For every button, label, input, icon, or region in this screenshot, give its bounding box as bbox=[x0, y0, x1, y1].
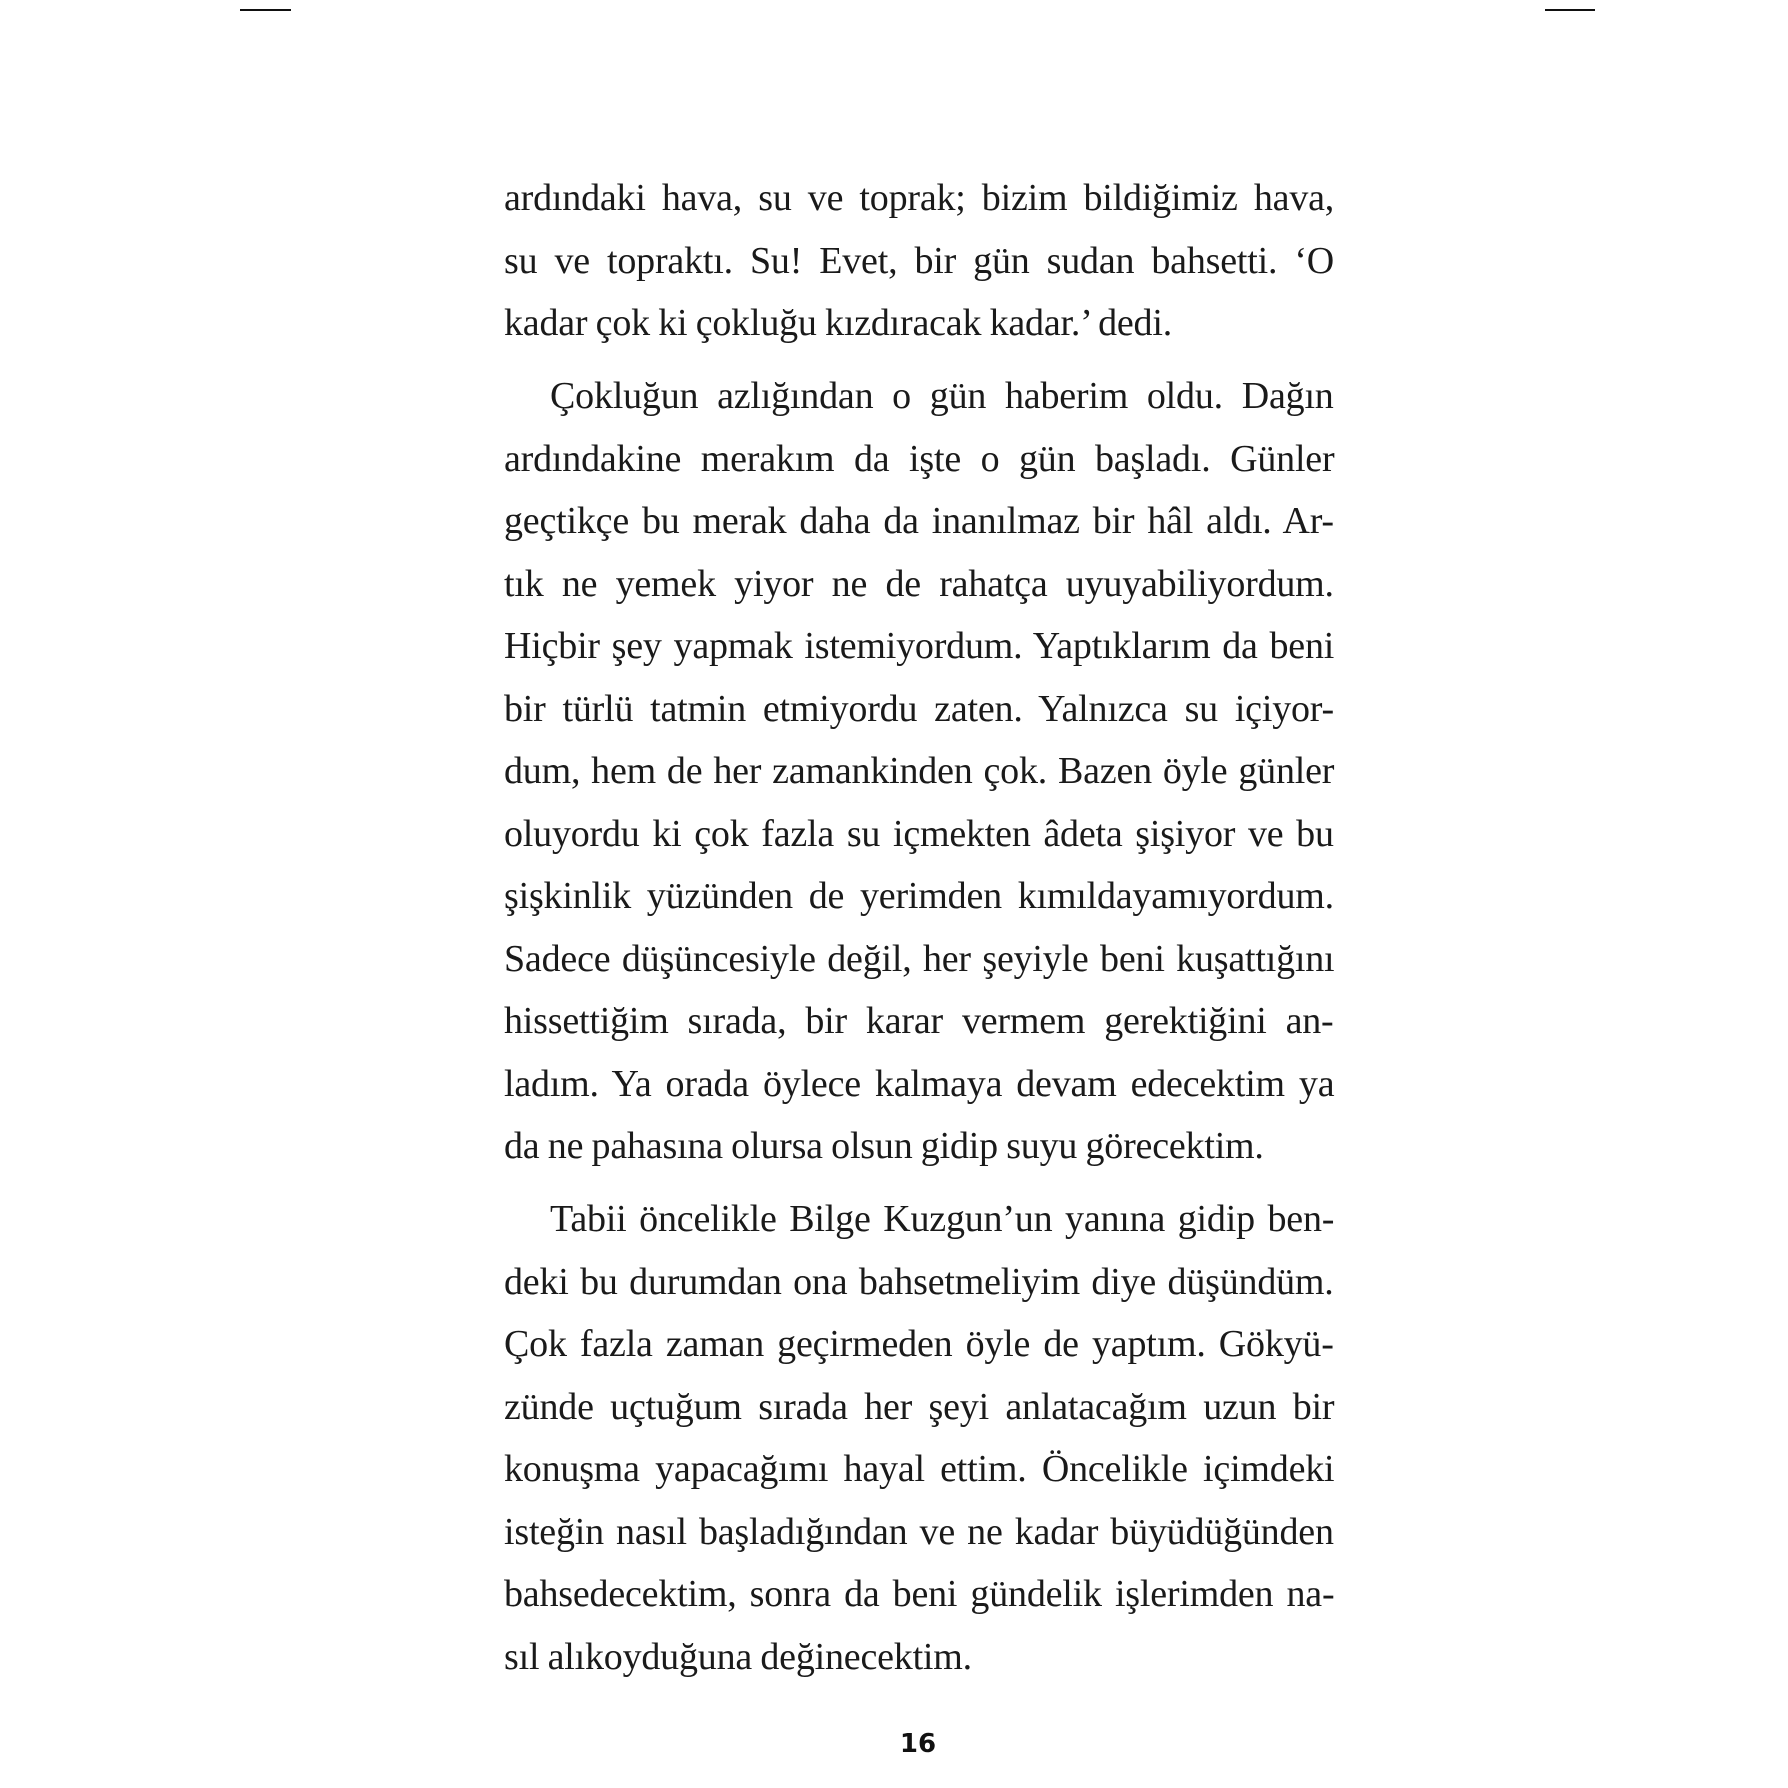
text-line bbox=[504, 1188, 1334, 1251]
text-line-content: Tabii öncelikle Bilge Kuzgun’un yanına gidip ben- bbox=[550, 1198, 1335, 1240]
text-line-content: Hiçbir şey yapmak istemiyordum. Yaptıklarım da beni bbox=[504, 625, 1335, 667]
crop-mark-top-right bbox=[1545, 9, 1595, 11]
paragraph-2 bbox=[504, 365, 1334, 1178]
text-line-content: oluyordu ki çok fazla su içmekten âdeta şişiyor ve bu bbox=[504, 812, 1334, 855]
text-line bbox=[504, 1563, 1334, 1626]
text-line bbox=[504, 1313, 1334, 1376]
text-line bbox=[504, 1501, 1334, 1564]
text-line bbox=[504, 365, 1334, 428]
text-line-content: deki bu durumdan ona bahsetmeliyim diye düşündüm. bbox=[504, 1260, 1334, 1303]
text-line-content: su ve topraktı. Su! Evet, bir gün sudan bahsetti. ‘O bbox=[504, 239, 1335, 282]
text-line bbox=[504, 990, 1334, 1053]
text-line-content: ardındakine merakım da işte o gün başladı. Günler bbox=[504, 437, 1335, 480]
text-line bbox=[504, 865, 1334, 928]
page-number: 16 bbox=[899, 1729, 937, 1759]
text-line bbox=[504, 615, 1334, 678]
text-line bbox=[504, 428, 1334, 491]
text-line bbox=[504, 928, 1334, 991]
body-text bbox=[504, 167, 1334, 1699]
text-line-content: sıl alıkoyduğuna değinecektim. bbox=[504, 1635, 972, 1678]
text-line bbox=[504, 803, 1334, 866]
text-line bbox=[504, 553, 1334, 616]
text-line-content: da ne pahasına olursa olsun gidip suyu görecektim. bbox=[504, 1125, 1264, 1167]
text-line-content: dum, hem de her zamankinden çok. Bazen öyle günler bbox=[504, 750, 1335, 792]
text-line-content: Çokluğun azlığından o gün haberim oldu. Dağın bbox=[550, 375, 1334, 417]
text-line-content: zünde uçtuğum sırada her şeyi anlatacağım uzun bir bbox=[504, 1385, 1335, 1428]
text-line-content: konuşma yapacağımı hayal ettim. Öncelikle içimdeki bbox=[504, 1448, 1335, 1490]
text-line bbox=[504, 678, 1334, 741]
text-line bbox=[504, 1115, 1334, 1178]
text-line bbox=[504, 230, 1334, 293]
text-line-content: bahsedecektim, sonra da beni gündelik işlerimden na- bbox=[504, 1573, 1335, 1615]
text-line-content: bir türlü tatmin etmiyordu zaten. Yalnızca su içiyor- bbox=[504, 687, 1334, 730]
text-line bbox=[504, 167, 1334, 230]
text-line-content: isteğin nasıl başladığından ve ne kadar büyüdüğünden bbox=[504, 1510, 1334, 1553]
crop-mark-top-left bbox=[240, 9, 291, 11]
text-line-content: tık ne yemek yiyor ne de rahatça uyuyabiliyordum. bbox=[504, 562, 1334, 605]
text-line-content: hissettiğim sırada, bir karar vermem gerektiğini an- bbox=[504, 1000, 1334, 1042]
text-line bbox=[504, 292, 1334, 355]
text-line bbox=[504, 1438, 1334, 1501]
text-line-content: Sadece düşüncesiyle değil, her şeyiyle beni kuşattığını bbox=[504, 937, 1335, 980]
text-line-content: ardındaki hava, su ve toprak; bizim bildiğimiz hava, bbox=[504, 177, 1335, 219]
text-line-content: ladım. Ya orada öylece kalmaya devam edecektim ya bbox=[504, 1062, 1335, 1105]
text-line bbox=[504, 1376, 1334, 1439]
text-line-content: Çok fazla zaman geçirmeden öyle de yaptım. Gökyü- bbox=[504, 1323, 1334, 1365]
text-line bbox=[504, 1626, 1334, 1689]
text-line bbox=[504, 1251, 1334, 1314]
text-line-content: şişkinlik yüzünden de yerimden kımıldayamıyordum. bbox=[504, 875, 1334, 917]
text-line-content: geçtikçe bu merak daha da inanılmaz bir hâl aldı. Ar- bbox=[504, 500, 1334, 542]
text-line bbox=[504, 1053, 1334, 1116]
text-line-content: kadar çok ki çokluğu kızdıracak kadar.’ dedi. bbox=[504, 302, 1173, 344]
text-line bbox=[504, 490, 1334, 553]
paragraph-1 bbox=[504, 167, 1334, 355]
text-line bbox=[504, 740, 1334, 803]
paragraph-3 bbox=[504, 1188, 1334, 1688]
